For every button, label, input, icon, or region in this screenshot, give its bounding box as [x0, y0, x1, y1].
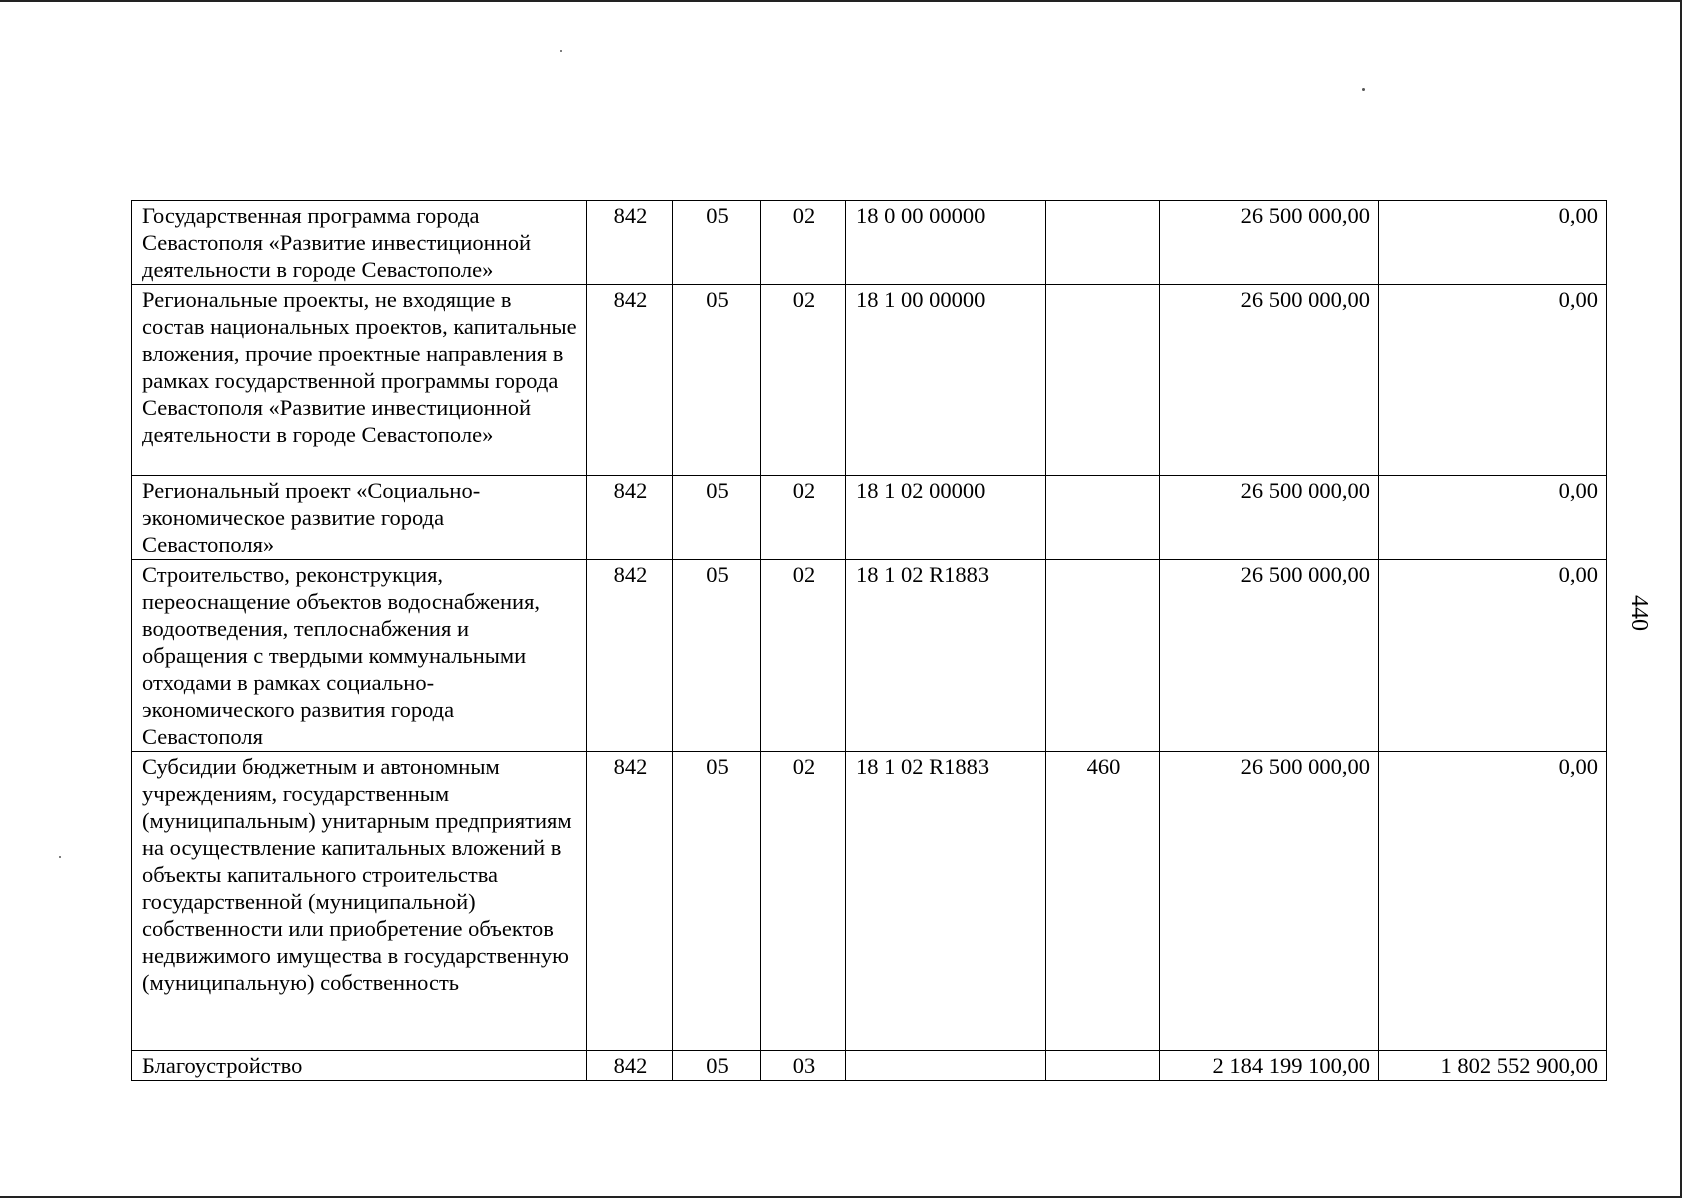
row-amount-1: 26 500 000,00: [1160, 752, 1379, 1051]
row-expense-type: [1046, 1051, 1160, 1081]
table-row: [132, 752, 1607, 1051]
row-expense-type: 460: [1046, 752, 1160, 1051]
table-row: [132, 285, 1607, 476]
row-name: Благоустройство: [132, 1051, 587, 1081]
row-subsection: 02: [761, 560, 846, 752]
row-section: 05: [673, 560, 761, 752]
row-name: Субсидии бюджетным и автономным учреждениям, государственным (муниципальным) унитарным предприятиям на осуществление капитальных вложений в объекты капитального строительства государственной (муниципальной) собственности или приобретение объектов недвижимого имущества в государственную (муниципальную) собственность: [132, 752, 587, 1051]
scan-speck: [59, 856, 61, 858]
row-target-article: 18 0 00 00000: [846, 201, 1046, 285]
row-grbs: 842: [587, 285, 673, 476]
row-amount-1: 26 500 000,00: [1160, 201, 1379, 285]
row-amount-2: 1 802 552 900,00: [1379, 1051, 1607, 1081]
table-row: [132, 201, 1607, 285]
page-number: 440: [1626, 595, 1652, 631]
row-amount-2: 0,00: [1379, 285, 1607, 476]
table-row: [132, 560, 1607, 752]
row-section: 05: [673, 285, 761, 476]
row-grbs: 842: [587, 201, 673, 285]
row-amount-1: 26 500 000,00: [1160, 285, 1379, 476]
row-amount-1: 2 184 199 100,00: [1160, 1051, 1379, 1081]
row-section: 05: [673, 752, 761, 1051]
row-subsection: 02: [761, 201, 846, 285]
row-expense-type: [1046, 476, 1160, 560]
row-grbs: 842: [587, 752, 673, 1051]
table-row: [132, 476, 1607, 560]
row-name: Государственная программа города Севастополя «Развитие инвестиционной деятельности в городе Севастополе»: [132, 201, 587, 285]
row-target-article: 18 1 00 00000: [846, 285, 1046, 476]
row-expense-type: [1046, 285, 1160, 476]
budget-table: [131, 200, 1607, 1081]
row-subsection: 02: [761, 285, 846, 476]
row-expense-type: [1046, 201, 1160, 285]
row-expense-type: [1046, 560, 1160, 752]
row-amount-2: 0,00: [1379, 201, 1607, 285]
row-section: 05: [673, 1051, 761, 1081]
row-grbs: 842: [587, 476, 673, 560]
row-target-article: 18 1 02 00000: [846, 476, 1046, 560]
row-subsection: 02: [761, 476, 846, 560]
row-grbs: 842: [587, 560, 673, 752]
row-subsection: 02: [761, 752, 846, 1051]
row-target-article: 18 1 02 R1883: [846, 752, 1046, 1051]
scan-speck: [1362, 88, 1365, 91]
row-target-article: [846, 1051, 1046, 1081]
scan-speck: [560, 50, 562, 52]
table-row: [132, 1051, 1607, 1081]
row-amount-2: 0,00: [1379, 752, 1607, 1051]
row-amount-2: 0,00: [1379, 476, 1607, 560]
row-amount-2: 0,00: [1379, 560, 1607, 752]
row-target-article: 18 1 02 R1883: [846, 560, 1046, 752]
row-name: Региональный проект «Социально-экономическое развитие города Севастополя»: [132, 476, 587, 560]
row-section: 05: [673, 201, 761, 285]
row-grbs: 842: [587, 1051, 673, 1081]
row-amount-1: 26 500 000,00: [1160, 560, 1379, 752]
row-name: Строительство, реконструкция, переоснащение объектов водоснабжения, водоотведения, теплоснабжения и обращения с твердыми коммунальными отходами в рамках социально-экономического развития города Севастополя: [132, 560, 587, 752]
row-subsection: 03: [761, 1051, 846, 1081]
row-section: 05: [673, 476, 761, 560]
row-amount-1: 26 500 000,00: [1160, 476, 1379, 560]
row-name: Региональные проекты, не входящие в состав национальных проектов, капитальные вложения, прочие проектные направления в рамках государственной программы города Севастополя «Развитие инвестиционной деятельности в городе Севастополе»: [132, 285, 587, 476]
